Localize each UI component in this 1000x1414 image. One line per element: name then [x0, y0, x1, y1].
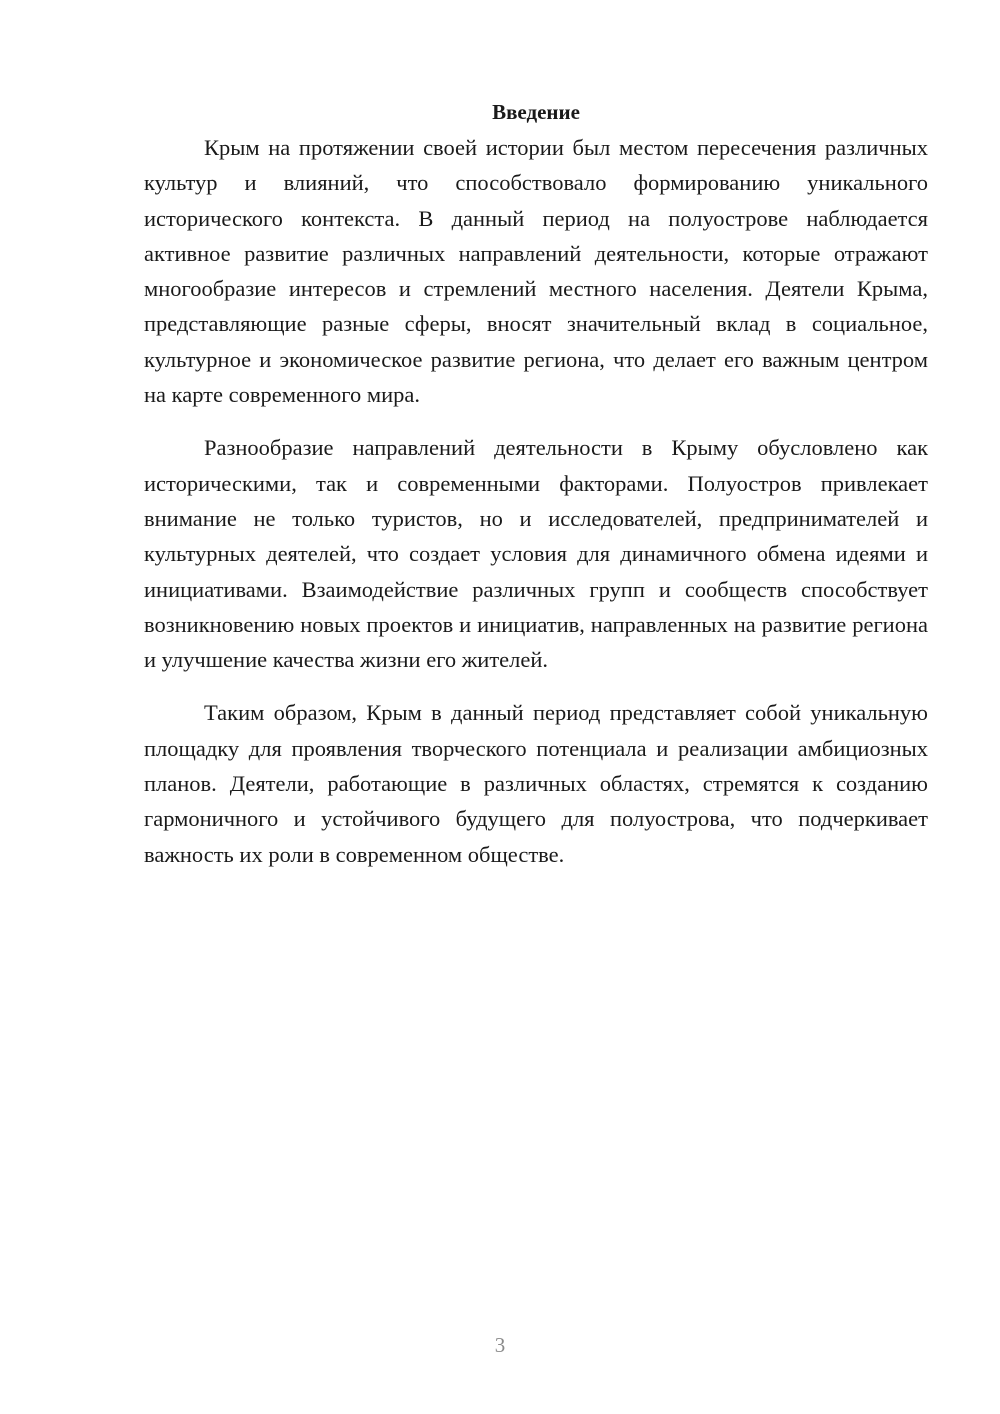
- document-body: [144, 94, 928, 890]
- paragraph-3: Таким образом, Крым в данный период представляет собой уникальную площадку для проявления творческого потенциала и реализации амбициозных планов. Деятели, работающие в различных областях, стремятся к созданию гармоничного и устойчивого будущего для полуострова, что подчеркивает важность их роли в современном обществе.: [144, 700, 928, 867]
- section-heading: Введение: [492, 100, 580, 124]
- page-number: 3: [494, 1333, 506, 1357]
- paragraph-1: Крым на протяжении своей истории был местом пересечения различных культур и влияний, что способствовало формированию уникального исторического контекста. В данный период на полуострове наблюдается активное развитие различных направлений деятельности, которые отражают многообразие интересов и стремлений местного населения. Деятели Крыма, представляющие разные сферы, вносят значительный вклад в социальное, культурное и экономическое развитие региона, что делает его важным центром на карте современного мира.: [144, 135, 928, 408]
- paragraph-2: Разнообразие направлений деятельности в Крыму обусловлено как историческими, так и современными факторами. Полуостров привлекает внимание не только туристов, но и исследователей, предпринимателей и культурных деятелей, что создает условия для динамичного обмена идеями и инициативами. Взаимодействие различных групп и сообществ способствует возникновению новых проектов и инициатив, направленных на развитие региона и улучшение качества жизни его жителей.: [144, 435, 928, 673]
